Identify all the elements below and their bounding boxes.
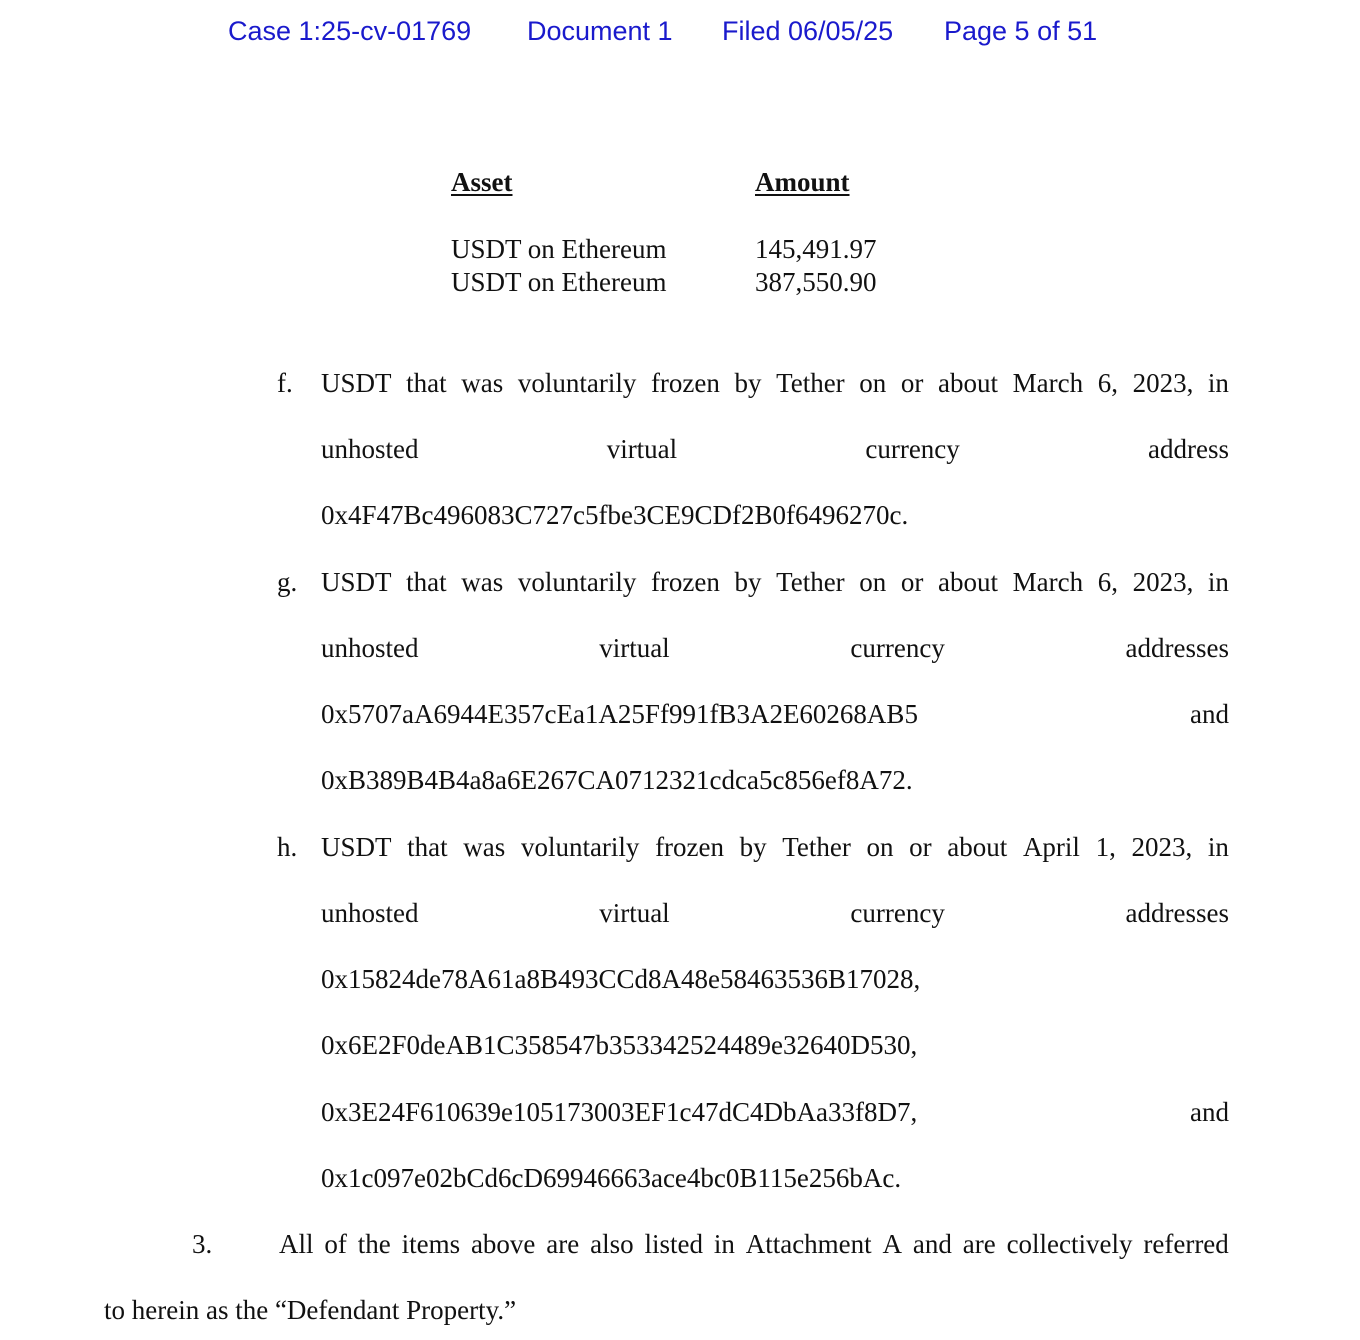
word: are xyxy=(546,1229,580,1259)
item-marker-g: g. xyxy=(277,567,298,597)
word: USDT xyxy=(321,368,392,398)
word: address xyxy=(1147,434,1229,464)
word: frozen xyxy=(650,567,720,597)
word: 0x3E24F610639e105173003EF1c47dC4DbAa33f8D7, xyxy=(321,1097,918,1127)
item-h-line-2 xyxy=(321,897,1229,929)
word: 6, xyxy=(1097,567,1118,597)
word: by xyxy=(739,832,767,862)
table-row-1-asset: USDT on Ethereum xyxy=(451,234,667,264)
word: of xyxy=(324,1229,347,1259)
paragraph-number: 3. xyxy=(192,1229,213,1259)
word: unhosted xyxy=(321,898,419,928)
item-g-line-1 xyxy=(321,566,1229,598)
paragraph-3-line-2: to herein as the “Defendant Property.” xyxy=(104,1295,517,1325)
word: about xyxy=(947,832,1008,862)
word: 2023, xyxy=(1132,567,1194,597)
word: voluntarily xyxy=(520,832,640,862)
word: that xyxy=(406,368,447,398)
word: on xyxy=(866,832,894,862)
word: virtual xyxy=(599,633,670,663)
item-g-line-3 xyxy=(321,698,1229,730)
item-marker-f: f. xyxy=(277,368,293,398)
word: virtual xyxy=(599,898,670,928)
word: March xyxy=(1012,368,1084,398)
word: about xyxy=(938,567,999,597)
word: in xyxy=(1207,832,1229,862)
amount-column-header: Amount xyxy=(755,167,850,197)
filing-header xyxy=(0,16,1360,52)
word: 2023, xyxy=(1131,832,1193,862)
word: voluntarily xyxy=(517,368,637,398)
word: collectively xyxy=(1006,1229,1133,1259)
word: and xyxy=(912,1229,952,1259)
word: was xyxy=(461,368,504,398)
word: was xyxy=(461,567,504,597)
word: that xyxy=(406,567,447,597)
word: about xyxy=(938,368,999,398)
word: 0x5707aA6944E357cEa1A25Ff991fB3A2E60268AB5 xyxy=(321,699,918,729)
word: frozen xyxy=(655,832,725,862)
word: All xyxy=(279,1229,314,1259)
item-f-line-1 xyxy=(321,367,1229,399)
item-h-address-4: 0x1c097e02bCd6cD69946663ace4bc0B115e256bAc. xyxy=(321,1163,902,1193)
document-number: Document 1 xyxy=(527,16,673,46)
word: in xyxy=(713,1229,735,1259)
word: on xyxy=(859,368,887,398)
word: are xyxy=(962,1229,996,1259)
paragraph-3-line-1 xyxy=(279,1228,1229,1260)
word: referred xyxy=(1143,1229,1229,1259)
word: 1, xyxy=(1095,832,1116,862)
word: virtual xyxy=(606,434,678,464)
word: or xyxy=(900,368,924,398)
item-f-address: 0x4F47Bc496083C727c5fbe3CE9CDf2B0f6496270c. xyxy=(321,500,909,530)
table-row-2-asset: USDT on Ethereum xyxy=(451,267,667,297)
table-row-1-amount: 145,491.97 xyxy=(755,234,877,264)
word: USDT xyxy=(321,567,392,597)
word: currency xyxy=(850,633,945,663)
word: listed xyxy=(644,1229,703,1259)
word: above xyxy=(470,1229,536,1259)
item-g-line-2 xyxy=(321,632,1229,664)
word: the xyxy=(357,1229,391,1259)
word: items xyxy=(401,1229,461,1259)
word: A xyxy=(882,1229,903,1259)
item-f-line-2 xyxy=(321,433,1229,465)
word: addresses xyxy=(1125,633,1229,663)
item-h-address-2: 0x6E2F0deAB1C358547b353342524489e32640D530, xyxy=(321,1030,918,1060)
word: addresses xyxy=(1125,898,1229,928)
word: currency xyxy=(865,434,960,464)
filed-date: Filed 06/05/25 xyxy=(722,16,894,46)
word: by xyxy=(734,567,762,597)
word: also xyxy=(590,1229,634,1259)
word: 6, xyxy=(1097,368,1118,398)
table-row-2-amount: 387,550.90 xyxy=(755,267,877,297)
word: Tether xyxy=(776,368,845,398)
word: currency xyxy=(850,898,945,928)
item-h-line-5 xyxy=(321,1096,1229,1128)
word: Tether xyxy=(782,832,851,862)
page-number: Page 5 of 51 xyxy=(944,16,1098,46)
word: Tether xyxy=(776,567,845,597)
asset-column-header: Asset xyxy=(451,167,513,197)
case-number: Case 1:25-cv-01769 xyxy=(228,16,472,46)
item-h-line-1 xyxy=(321,831,1229,863)
word: voluntarily xyxy=(517,567,637,597)
word: on xyxy=(859,567,887,597)
item-marker-h: h. xyxy=(277,832,298,862)
item-g-address-2: 0xB389B4B4a8a6E267CA0712321cdca5c856ef8A72. xyxy=(321,765,913,795)
word: or xyxy=(909,832,932,862)
word: 2023, xyxy=(1132,368,1194,398)
word: and xyxy=(1190,1097,1229,1127)
word: in xyxy=(1207,567,1229,597)
word: April xyxy=(1022,832,1080,862)
word: and xyxy=(1190,699,1229,729)
word: unhosted xyxy=(321,434,419,464)
word: unhosted xyxy=(321,633,419,663)
word: or xyxy=(900,567,924,597)
word: frozen xyxy=(650,368,720,398)
word: in xyxy=(1207,368,1229,398)
word: that xyxy=(407,832,448,862)
word: was xyxy=(463,832,506,862)
word: Attachment xyxy=(745,1229,872,1259)
word: by xyxy=(734,368,762,398)
word: March xyxy=(1012,567,1084,597)
word: USDT xyxy=(321,832,392,862)
item-h-address-1: 0x15824de78A61a8B493CCd8A48e58463536B17028, xyxy=(321,964,921,994)
